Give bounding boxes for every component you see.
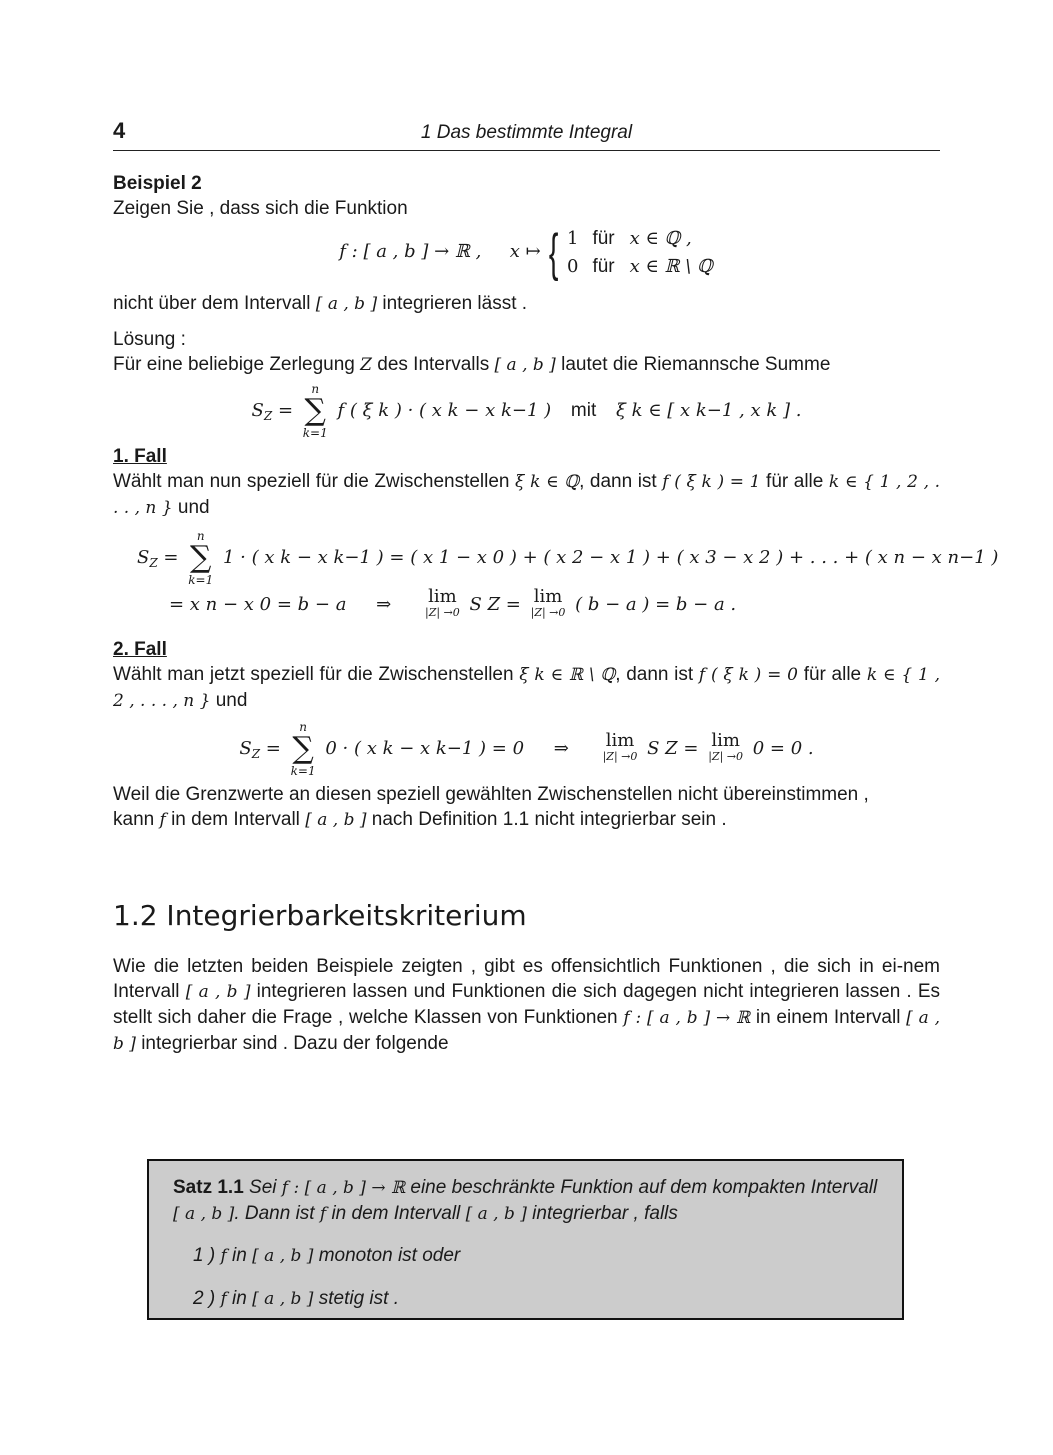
limit-operator: lim |Z| →0 — [425, 586, 460, 619]
page — [113, 116, 999, 1057]
example-outro — [113, 291, 940, 317]
case2-text-c: für alle — [803, 664, 862, 685]
case2-mid: S Z = — [647, 738, 699, 759]
theorem-label: Satz 1.1 — [173, 1177, 244, 1198]
case2-word: für — [592, 256, 615, 277]
sum-body: f ( ξ k ) · ( x k − x k−1 ) — [337, 400, 552, 421]
sum-cond: ξ k ∈ [ x k−1 , x k ] . — [615, 400, 802, 421]
theorem-item-2: 2 ) f in [ a , b ] stetig ist . — [193, 1288, 399, 1309]
case2-title: 2. Fall — [113, 639, 167, 660]
sum-lhs: S — [137, 547, 150, 568]
interval-ab: [ a , b ] — [305, 810, 367, 830]
case1-formula-line2 — [169, 586, 940, 629]
cases-table — [567, 225, 714, 281]
function-map: f : [ a , b ] → ℝ , — [339, 241, 482, 263]
interval-ab: [ a , b ] — [185, 982, 251, 1002]
case2-text-a: Wählt man jetzt speziell für die Zwischenstellen — [113, 664, 514, 685]
case1-value: 1 — [567, 228, 579, 249]
sigma-top: n — [311, 382, 320, 396]
case2-set: k ∈ { 1 , 2 , . . . , n } — [113, 665, 940, 711]
cases-brace: { — [549, 224, 559, 282]
case2-und: und — [215, 690, 248, 711]
case1-formula-line1: $S_Z$ = n ∑ k=1 1 · ( x k − x k−1 ) = ( x 1 − x 0 ) + ( x 2 − x 1 ) + ( x 3 − x 2 ) + . . . + ( x n − x n−1 ) — [137, 529, 999, 587]
case2-formula: $S_Z$ = n ∑ k=1 0 · ( x k − x k−1 ) = 0 ⇒ lim |Z| →0 S Z = lim |Z| →0 0 = 0 . — [239, 720, 814, 778]
sigma-symbol: n ∑ k=1 — [302, 382, 328, 440]
example-title: Beispiel 2 — [113, 173, 202, 194]
case1-title: 1. Fall — [113, 446, 167, 467]
solution-label: Lösung : — [113, 329, 186, 350]
sum-eq: = — [277, 400, 294, 421]
case2-text — [113, 662, 940, 714]
case2-end: 0 = 0 . — [752, 738, 814, 759]
page-header — [113, 116, 940, 151]
case1-line2-c: ( b − a ) = b − a . — [575, 594, 737, 615]
case1-text-a: Wählt man nun speziell für die Zwischenstellen — [113, 471, 510, 492]
section-heading: 1.2 Integrierbarkeitskriterium — [113, 899, 527, 932]
case2-body: 0 · ( x k − x k−1 ) = 0 — [325, 738, 525, 759]
sigma-bottom: k=1 — [302, 426, 328, 440]
example-intro: Zeigen Sie , dass sich die Funktion — [113, 198, 408, 219]
section-paragraph: Wie die letzten beiden Beispiele zeigten , gibt es offensichtlich Funktionen , die sich in ei-nem Intervall [ a , b ] integrieren lassen und Funktionen die sich dagegen nicht integrieren lassen . Es stellt sich daher die Frage , welche Klassen von Funktionen f : [ a , b ] → ℝ in einem Intervall [ a , b ] integrierbar sind . Dazu der folgende — [113, 956, 941, 1054]
sum-lhs-sub: Z — [263, 409, 273, 423]
limit-operator: lim |Z| →0 — [708, 730, 743, 763]
case1-cond: ξ k ∈ ℚ — [515, 472, 580, 492]
case1-line1-body: 1 · ( x k − x k−1 ) = ( x 1 − x 0 ) + ( x 2 − x 1 ) + ( x 3 − x 2 ) + . . . + ( x n − x n−1 ) — [222, 547, 999, 568]
case2-cond: ξ k ∈ ℝ \ ℚ — [519, 665, 616, 685]
case1-word: für — [592, 228, 615, 249]
interval-ab: [ a , b ] — [113, 1008, 941, 1054]
limit-operator: lim |Z| →0 — [602, 730, 638, 763]
sigma-symbol: n ∑ k=1 — [188, 529, 214, 587]
interval-ab: [ a , b ] — [315, 294, 378, 314]
solution-line-b: des Intervalls — [377, 354, 490, 375]
implies-symbol: ⇒ — [553, 738, 569, 759]
function-definition — [113, 225, 940, 285]
function-map: f : [ a , b ] → ℝ — [623, 1008, 751, 1028]
case1-text-b: , dann ist — [579, 471, 657, 492]
theorem-box — [147, 1159, 904, 1320]
case1-text-c: für alle — [766, 471, 824, 492]
sigma-symbol: n ∑ k=1 — [290, 720, 316, 778]
case1-set: k ∈ { 1 , 2 , . . . , n } — [113, 472, 941, 518]
interval-ab: [ a , b ] — [494, 355, 556, 375]
case1-line2-a: = x n − x 0 = b − a — [169, 594, 347, 615]
theorem-statement: Satz 1.1 Sei f : [ a , b ] → ℝ eine beschränkte Funktion auf dem kompakten Intervall [ a , b ]. Dann ist f in dem Intervall [ a , b ] integrierbar , falls — [173, 1177, 878, 1224]
riemann-sum-formula — [113, 382, 940, 440]
case1-fval: f ( ξ k ) = 1 — [662, 472, 761, 492]
limit-operator: lim |Z| →0 — [530, 586, 566, 619]
case2-value: 0 — [567, 256, 579, 277]
implies-symbol: ⇒ — [376, 594, 392, 615]
case1-cond: x ∈ ℚ , — [629, 228, 692, 249]
case1-und: und — [177, 497, 210, 518]
example-outro-b: integrieren lässt . — [382, 293, 528, 314]
partition-Z: Z — [360, 355, 372, 375]
sum-lhs: S — [251, 400, 264, 421]
case2-text-b: , dann ist — [615, 664, 694, 685]
case1-text — [113, 469, 940, 521]
solution-line-a: Für eine beliebige Zerlegung — [113, 354, 355, 375]
theorem-item-1: 1 ) f in [ a , b ] monoton ist oder — [193, 1245, 461, 1266]
case2-fval: f ( ξ k ) = 0 — [698, 665, 798, 685]
page-number: 4 — [113, 118, 126, 143]
solution-line-c: lautet die Riemannsche Summe — [561, 354, 831, 375]
example-outro-a: nicht über dem Intervall — [113, 293, 311, 314]
case2-cond: x ∈ ℝ \ ℚ — [629, 256, 713, 277]
sum-mit: mit — [570, 400, 597, 421]
conclusion-line1: Weil die Grenzwerte an diesen speziell gewählten Zwischenstellen nicht übereinstimmen , — [113, 784, 869, 805]
function-arrow: x ↦ — [509, 241, 541, 263]
conclusion-line2: kann f in dem Intervall [ a , b ] nach Definition 1.1 nicht integrierbar sein . — [113, 809, 727, 830]
case1-line2-b: S Z = — [469, 594, 521, 615]
solution-line — [113, 352, 940, 378]
running-title: 1 Das bestimmte Integral — [420, 122, 633, 143]
